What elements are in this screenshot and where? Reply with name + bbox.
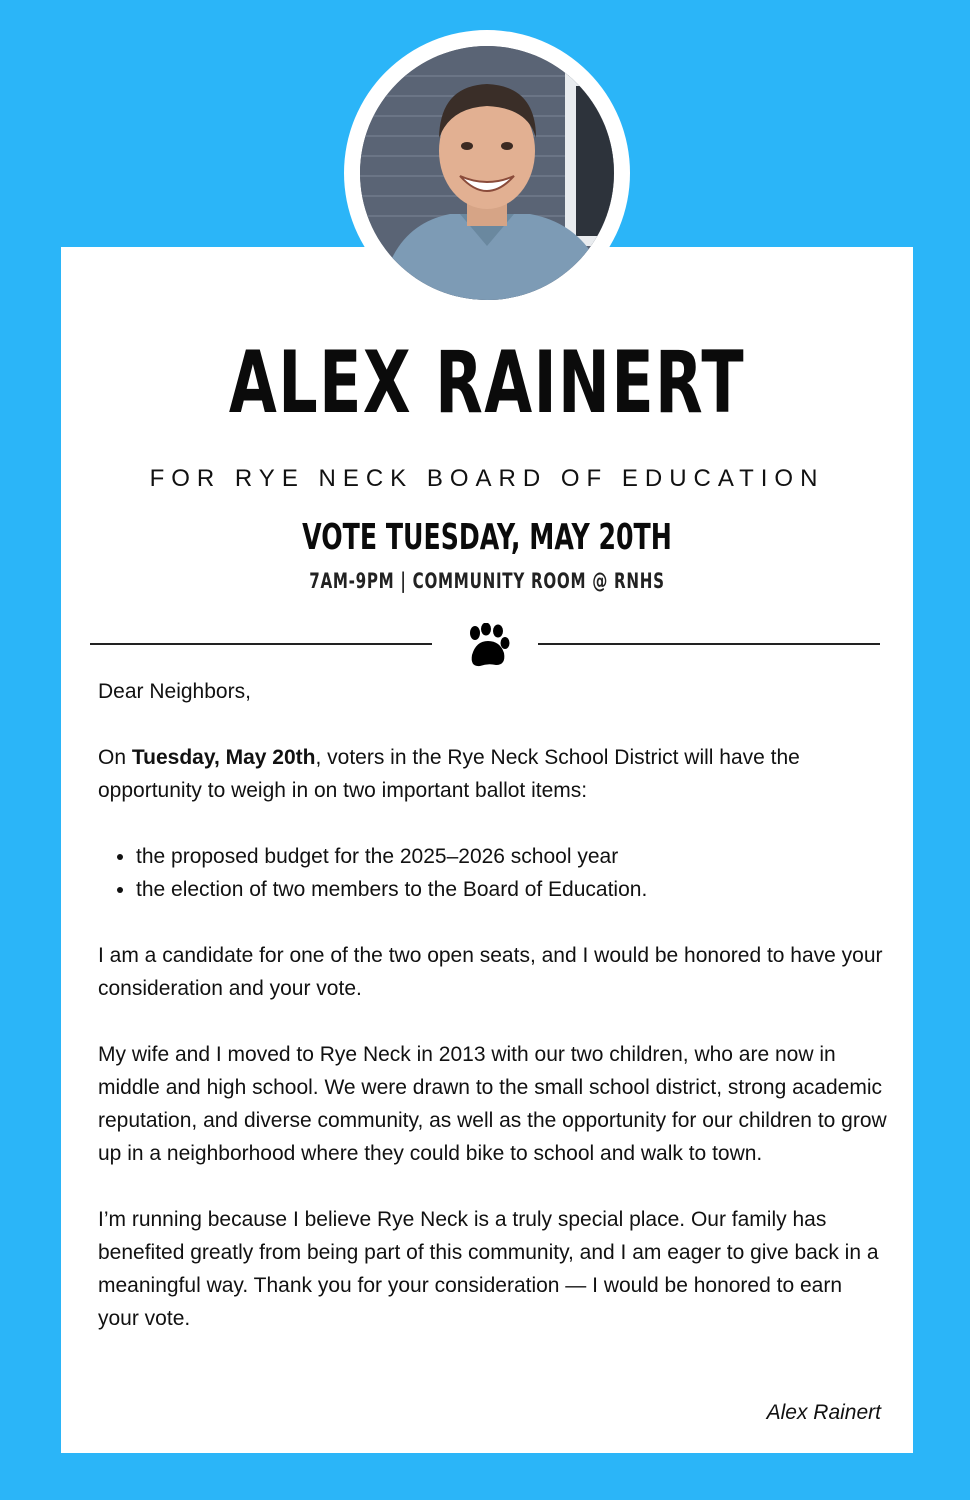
letter-paragraph-2: I am a candidate for one of the two open seats, and I would be honored to have your consideration and your vote. bbox=[98, 944, 883, 1000]
candidate-photo bbox=[360, 46, 614, 300]
list-item: • the proposed budget for the 2025–2026 school year bbox=[136, 840, 888, 873]
candidate-subtitle: FOR RYE NECK BOARD OF EDUCATION bbox=[149, 465, 825, 492]
letter-paragraph-1: On Tuesday, May 20th, voters in the Rye Neck School District will have the opportunity to weigh in on two important ballot items: bbox=[98, 746, 800, 802]
ballot-items-list bbox=[98, 840, 888, 906]
flyer-card bbox=[61, 247, 913, 1453]
vote-hours-location: 7AM-9PM | COMMUNITY ROOM @ RNHS bbox=[309, 569, 665, 593]
paw-icon bbox=[466, 623, 510, 669]
letter-paragraph-4: I’m running because I believe Rye Neck is a truly special place. Our family has benefited greatly from being part of this community, and I am eager to give back in a meaningful way. Thank you for your consideration — I would be honored to earn your vote. bbox=[98, 1208, 879, 1330]
signature: Alex Rainert bbox=[766, 1401, 881, 1424]
divider-left bbox=[90, 643, 432, 645]
candidate-photo-frame bbox=[344, 30, 630, 316]
election-date-emphasis: Tuesday, May 20th bbox=[131, 746, 316, 769]
letter-paragraph-3: My wife and I moved to Rye Neck in 2013 with our two children, who are now in middle and high school. We were drawn to the small school district, strong academic reputation, and diverse community, as well as the opportunity for our children to grow up in a neighborhood where they could bike to school and walk to town. bbox=[98, 1043, 887, 1165]
letter-greeting: Dear Neighbors, bbox=[98, 680, 251, 703]
vote-date: VOTE TUESDAY, MAY 20TH bbox=[302, 517, 672, 558]
divider-right bbox=[538, 643, 880, 645]
list-item: • the election of two members to the Board of Education. bbox=[136, 873, 888, 906]
letter-body bbox=[98, 675, 888, 1368]
candidate-name: ALEX RAINERT bbox=[228, 333, 746, 433]
